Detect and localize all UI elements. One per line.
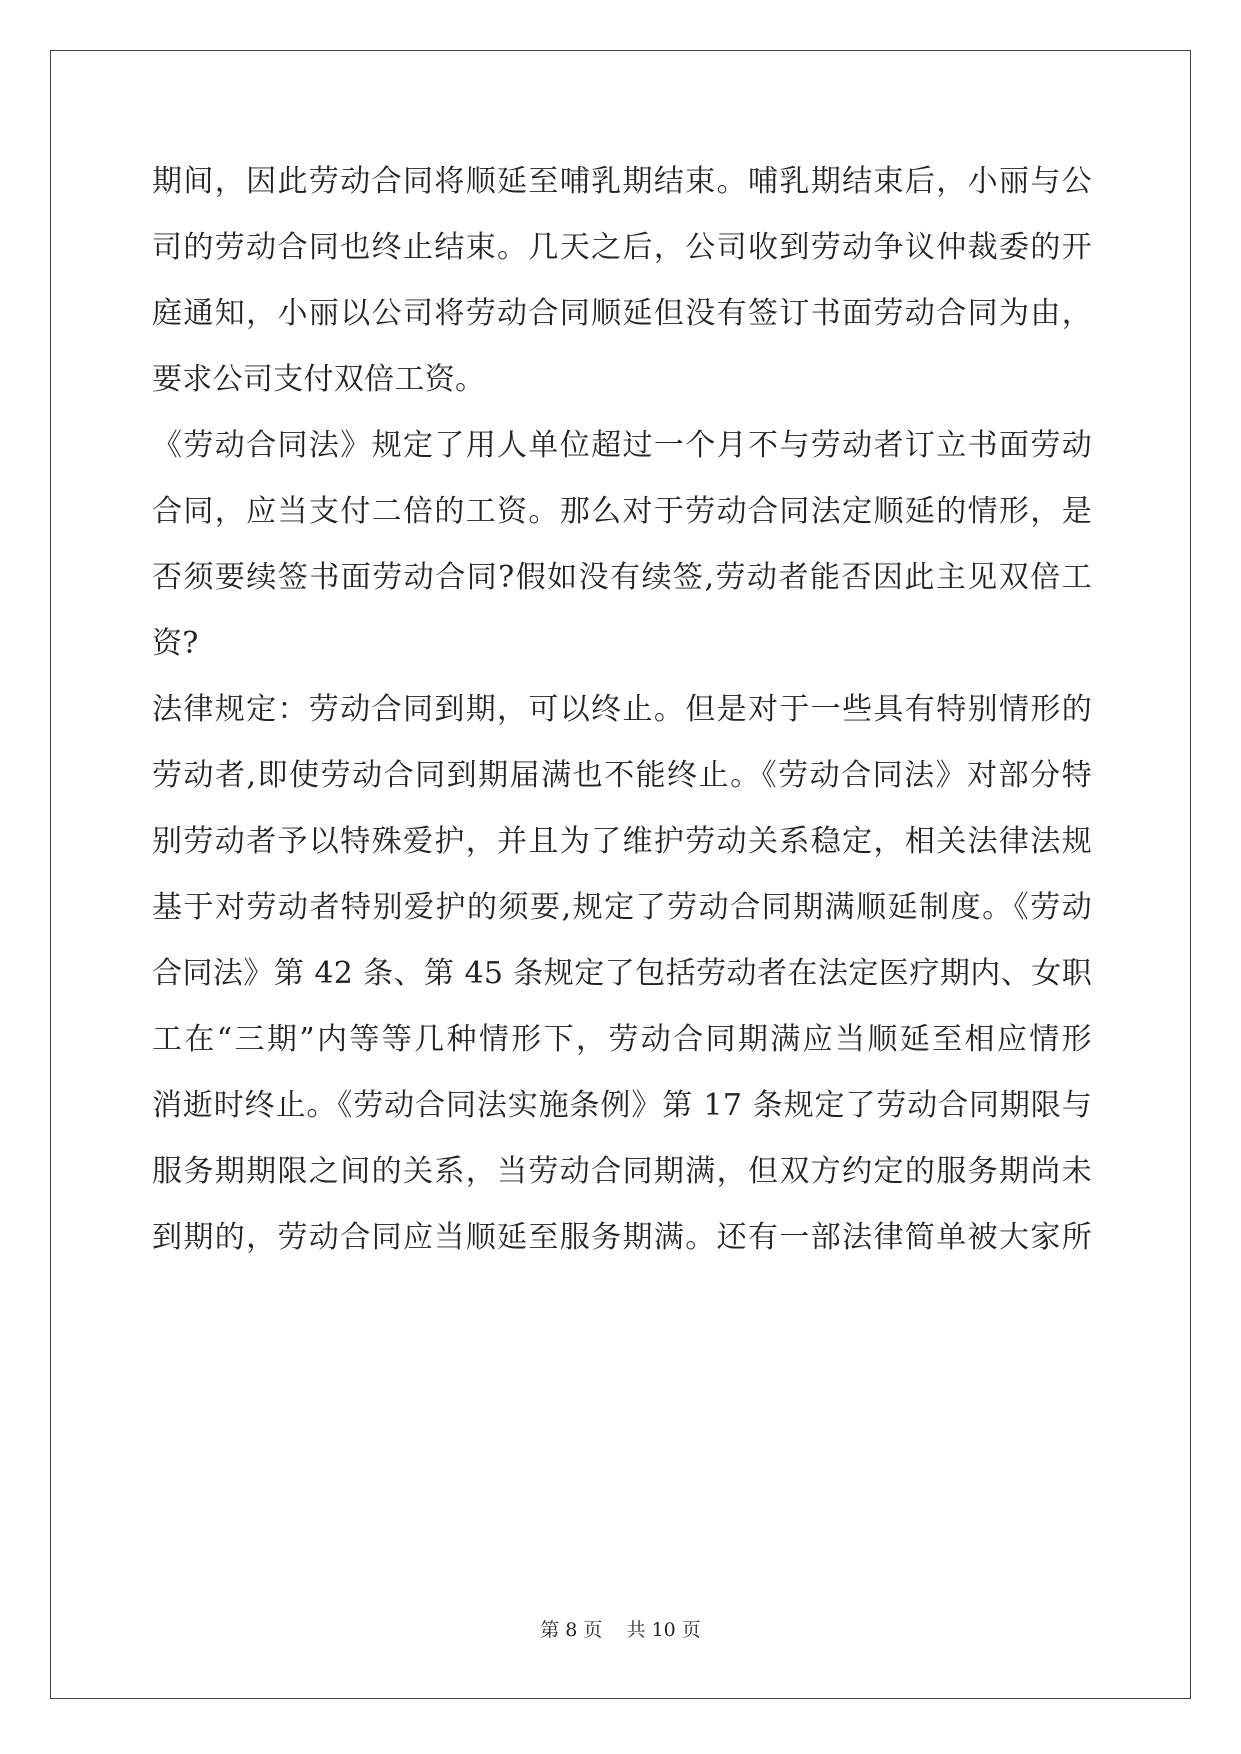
text-line: 基于对劳动者特别爱护的须要,规定了劳动合同期满顺延制度。《劳动 [152, 890, 1092, 925]
text-line: 别劳动者予以特殊爱护，并且为了维护劳动关系稳定，相关法律法规 [152, 824, 1092, 859]
text-line: 资? [152, 626, 199, 661]
page-number-footer: 第 8 页 共 10 页 [540, 1619, 701, 1641]
text-line: 合同法》第 42 条、第 45 条规定了包括劳动者在法定医疗期内、女职 [152, 956, 1092, 991]
text-line: 司的劳动合同也终止结束。几天之后，公司收到劳动争议仲裁委的开 [152, 230, 1092, 265]
text-line: 合同，应当支付二倍的工资。那么对于劳动合同法定顺延的情形，是 [152, 494, 1092, 529]
text-line: 法律规定：劳动合同到期，可以终止。但是对于一些具有特别情形的 [152, 692, 1092, 727]
text-line: 要求公司支付双倍工资。 [152, 362, 486, 397]
text-line: 到期的，劳动合同应当顺延至服务期满。还有一部法律简单被大家所 [152, 1220, 1092, 1255]
text-line: 《劳动合同法》规定了用人单位超过一个月不与劳动者订立书面劳动 [152, 428, 1092, 463]
text-line: 消逝时终止。《劳动合同法实施条例》第 17 条规定了劳动合同期限与 [152, 1088, 1092, 1123]
text-line: 否须要续签书面劳动合同?假如没有续签,劳动者能否因此主见双倍工 [152, 560, 1092, 595]
text-line: 劳动者,即使劳动合同到期届满也不能终止。《劳动合同法》对部分特 [152, 758, 1092, 793]
text-line: 期间，因此劳动合同将顺延至哺乳期结束。哺乳期结束后，小丽与公 [152, 164, 1092, 199]
text-line: 工在“三期”内等等几种情形下，劳动合同期满应当顺延至相应情形 [152, 1022, 1092, 1057]
text-line: 庭通知，小丽以公司将劳动合同顺延但没有签订书面劳动合同为由， [152, 296, 1092, 331]
text-line: 服务期期限之间的关系，当劳动合同期满，但双方约定的服务期尚未 [152, 1154, 1092, 1189]
document-body [152, 158, 1092, 1280]
